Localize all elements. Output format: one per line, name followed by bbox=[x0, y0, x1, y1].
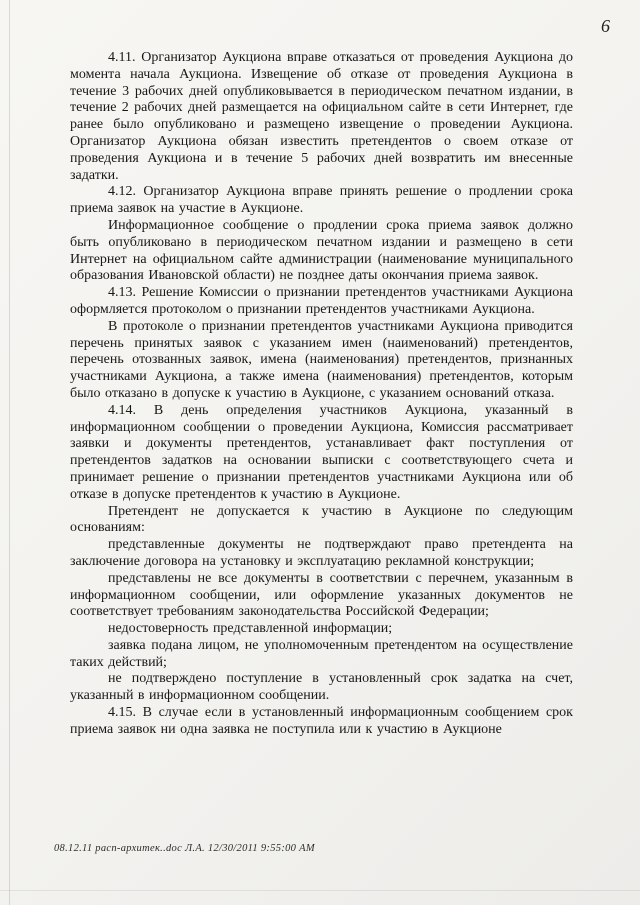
scan-edge-bottom bbox=[0, 890, 640, 891]
document-body bbox=[70, 50, 573, 739]
paragraph: Информационное сообщение о продлении срока приема заявок должно быть опубликовано в периодическом печатном издании и размещено в сети Интернет на официальном сайте администрации (наименование муниципального образования Ивановской области) не позднее даты окончания приема заявок. bbox=[70, 217, 573, 284]
paragraph: 4.13. Решение Комиссии о признании претендентов участниками Аукциона оформляется протоколом о признании претендентов участниками Аукциона. bbox=[70, 285, 573, 317]
paragraph: представлены не все документы в соответствии с перечнем, указанным в информационном сообщении, или оформление указанных документов не соответствует требованиям законодательства Российской Федерации; bbox=[70, 570, 573, 620]
paragraph: недостоверность представленной информации; bbox=[108, 621, 393, 637]
paragraph: 4.12. Организатор Аукциона вправе принять решение о продлении срока приема заявок на участие в Аукционе. bbox=[70, 184, 573, 217]
paragraph: 4.11. Организатор Аукциона вправе отказаться от проведения Аукциона до момента начала Аукциона. Извещение об отказе от проведения Аукциона в течение 3 рабочих дней опубликовывается в периодическом печатном издании, в течение 2 рабочих дней размещается на официальном сайте в сети Интернет, где ранее было опубликовано и размещено извещение о проведении Аукциона. Организатор Аукциона обязан известить претендентов о своем отказе от проведения Аукциона и в течение 5 рабочих дней возвратить им внесенные задатки. bbox=[70, 50, 573, 183]
footer-line: 08.12.11 расп-архитек..doc Л.А. 12/30/2011 9:55:00 AM bbox=[54, 843, 315, 854]
paragraph: не подтверждено поступление в установленный срок задатка на счет, указанный в информационном сообщении. bbox=[70, 671, 573, 704]
paragraph: представленные документы не подтверждают право претендента на заключение договора на установку и эксплуатацию рекламной конструкции; bbox=[70, 537, 573, 569]
paragraph: 4.14. В день определения участников Аукциона, указанный в информационном сообщении о проведении Аукциона, Комиссия рассматривает заявки и документы претендентов, устанавливает факт поступления от претендентов задатков на основании выписки с соответствующего счета и принимает решение о признании претендентов участниками Аукциона или об отказе в допуске претендентов к участию в Аукционе. bbox=[70, 402, 573, 502]
paragraph: Претендент не допускается к участию в Аукционе по следующим основаниям: bbox=[70, 503, 573, 536]
page-number: 6 bbox=[601, 16, 610, 36]
scan-edge-left bbox=[9, 0, 10, 905]
paragraph: 4.15. В случае если в установленный информационным сообщением срок приема заявок ни одна заявка не поступила или к участию в Аукционе bbox=[70, 705, 573, 737]
paragraph: заявка подана лицом, не уполномоченным претендентом на осуществление таких действий; bbox=[70, 637, 573, 670]
paragraph: В протоколе о признании претендентов участниками Аукциона приводится перечень принятых заявок с указанием имен (наименований) претендентов, перечень отозванных заявок, имена (наименования) претендентов, признанных участниками Аукциона, а также имена (наименования) претендентов, которым было отказано в допуске к участию в Аукционе, с указанием оснований отказа. bbox=[70, 318, 573, 401]
